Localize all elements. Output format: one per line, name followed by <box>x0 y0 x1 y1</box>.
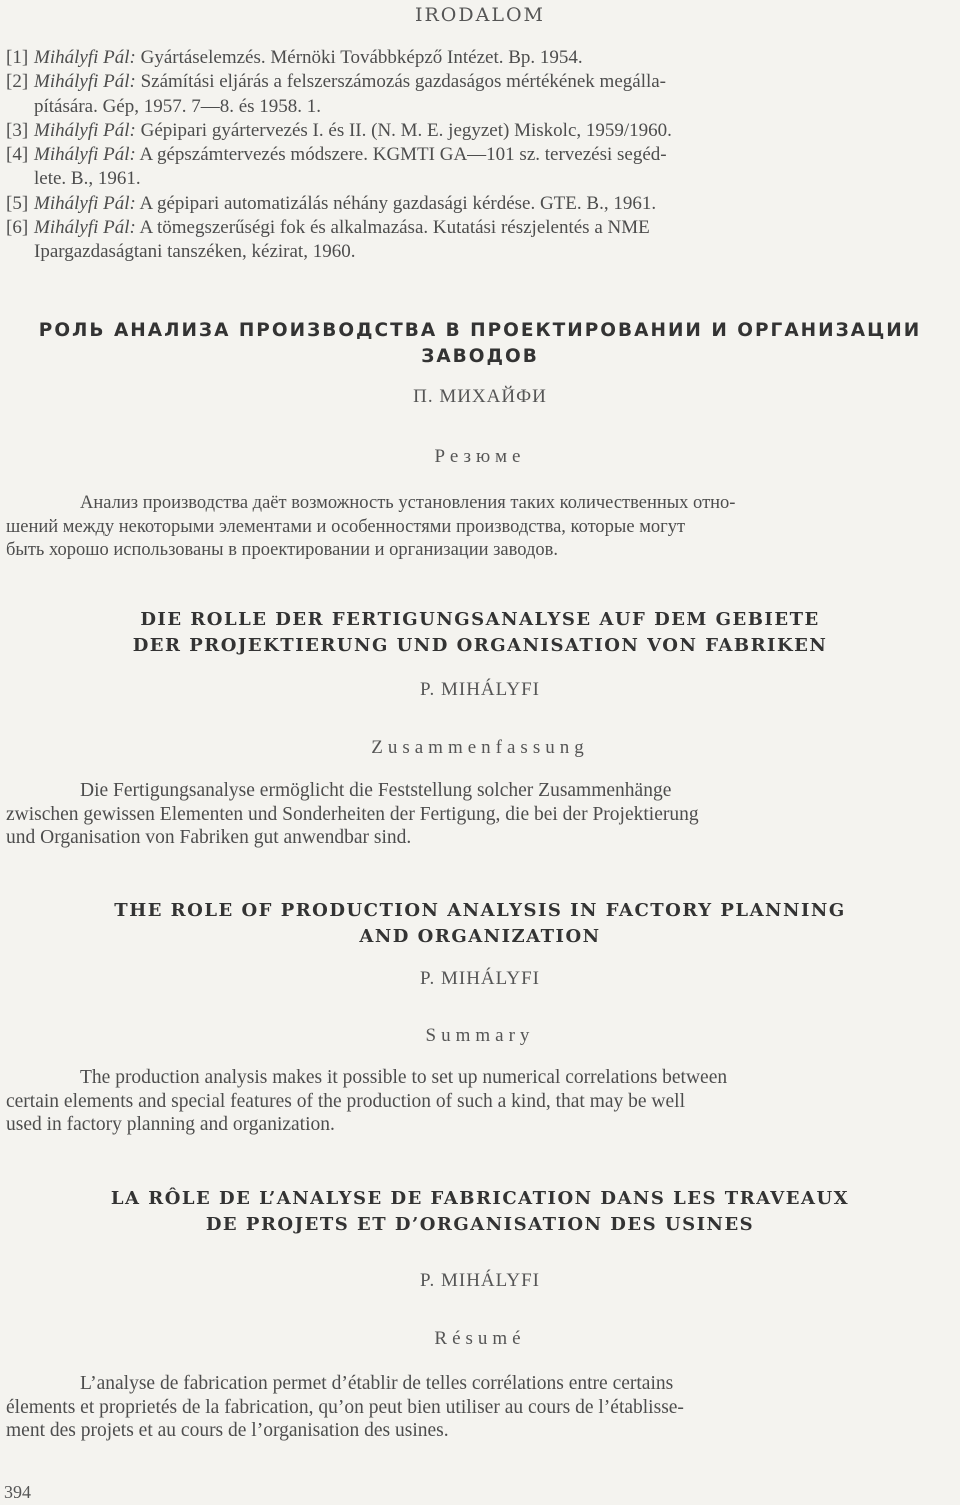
section-title-line: РОЛЬ АНАЛИЗА ПРОИЗВОДСТВА В ПРОЕКТИРОВАНИИ И ОРГАНИЗАЦИИ <box>38 320 922 341</box>
abstract-line: L’analyse de fabrication permet d’établir de telles corrélations entre certains <box>80 1373 674 1394</box>
reference-continuation: Ipargazdaságtani tanszéken, kézirat, 1960. <box>34 241 356 263</box>
abstract-de <box>6 779 956 850</box>
reference-author: Mihályfi Pál: <box>34 119 136 141</box>
reference-text: Gyártáselemzés. Mérnöki Továbbképző Intézet. Bp. 1954. <box>135 47 583 68</box>
reference-number: [2] <box>6 71 29 93</box>
page-heading: IRODALOM <box>415 4 545 26</box>
author-ru: П. МИХАЙФИ <box>413 386 547 407</box>
summary-label-fr: Résumé <box>434 1328 526 1349</box>
reference-text: A gépipari automatizálás néhány gazdasági kérdése. GTE. B., 1961. <box>135 192 657 214</box>
section-title-ru <box>0 318 960 370</box>
abstract-line: ment des projets et au cours de l’organisation des usines. <box>6 1420 449 1441</box>
page-number: 394 <box>4 1482 31 1502</box>
abstract-line: zwischen gewissen Elementen und Sonderheiten der Fertigung, die bei der Projektierung <box>6 803 699 825</box>
section-title-line: LA RÔLE DE L’ANALYSE DE FABRICATION DANS LES TRAVEAUX <box>110 1188 850 1209</box>
abstract-line: Die Fertigungsanalyse ermöglicht die Feststellung solcher Zusammenhänge <box>80 780 672 801</box>
section-title-line: DE PROJETS ET D’ORGANISATION DES USINES <box>205 1214 755 1235</box>
abstract-line: шений между некоторыми элементами и особенностями производства, которые могут <box>6 516 686 537</box>
section-title-en <box>0 898 960 950</box>
section-title-de <box>0 607 960 659</box>
summary-label-de: Zusammenfassung <box>371 737 589 758</box>
reference-text: A tömegszerűségi fok és alkalmazása. Kutatási részjelentés a NME <box>135 217 650 239</box>
reference-number: [4] <box>6 144 29 166</box>
abstract-ru <box>6 492 956 563</box>
section-title-line: ЗАВОДОВ <box>421 346 539 367</box>
reference-list <box>6 46 954 265</box>
section-title-line: DER PROJEKTIERUNG UND ORGANISATION VON FABRIKEN <box>132 635 828 656</box>
reference-continuation: lete. B., 1961. <box>34 168 141 190</box>
reference-author: Mihályfi Pál: <box>34 144 136 166</box>
reference-author: Mihályfi Pál: <box>34 217 136 239</box>
abstract-fr <box>6 1372 956 1443</box>
reference-author: Mihályfi Pál: <box>34 192 136 214</box>
reference-item <box>6 119 954 143</box>
reference-text: Gépipari gyártervezés I. és II. (N. M. E. jegyzet) Miskolc, 1959/1960. <box>135 119 672 141</box>
reference-number: [1] <box>6 47 29 68</box>
reference-item <box>6 216 954 265</box>
summary-label-en: Summary <box>425 1025 535 1046</box>
author-fr: P. MIHÁLYFI <box>420 1270 540 1291</box>
abstract-line: быть хорошо использованы в проектировании и организации заводов. <box>6 540 558 560</box>
reference-text: A gépszámtervezés módszere. KGMTI GA—101 sz. tervezési segéd- <box>135 144 667 166</box>
reference-number: [3] <box>6 119 29 141</box>
reference-number: [5] <box>6 192 29 214</box>
abstract-en <box>6 1066 956 1137</box>
section-title-line: AND ORGANIZATION <box>359 926 601 947</box>
section-title-line: DIE ROLLE DER FERTIGUNGSANALYSE AUF DEM GEBIETE <box>140 609 820 630</box>
reference-number: [6] <box>6 217 29 239</box>
reference-author: Mihályfi Pál: <box>34 71 136 93</box>
reference-item <box>6 46 954 70</box>
reference-item <box>6 192 954 216</box>
abstract-line: The production analysis makes it possible to set up numerical correlations between <box>80 1067 728 1088</box>
abstract-line: used in factory planning and organization. <box>6 1114 335 1135</box>
reference-text: Számítási eljárás a felszerszámozás gazdaságos mértékének megálla- <box>135 71 667 93</box>
reference-item <box>6 143 954 192</box>
abstract-line: certain elements and special features of the production of such a kind, that may be well <box>6 1090 686 1112</box>
author-en: P. MIHÁLYFI <box>420 968 540 989</box>
abstract-line: und Organisation von Fabriken gut anwendbar sind. <box>6 827 412 848</box>
summary-label-ru: Резюме <box>434 446 526 467</box>
reference-item <box>6 70 954 119</box>
author-de: P. MIHÁLYFI <box>420 679 540 700</box>
reference-continuation: pítására. Gép, 1957. 7—8. és 1958. 1. <box>34 95 322 117</box>
abstract-line: élements et proprietés de la fabrication, qu’on peut bien utiliser au cours de l’établisse- <box>6 1396 684 1418</box>
reference-author: Mihályfi Pál: <box>34 47 136 68</box>
section-title-line: THE ROLE OF PRODUCTION ANALYSIS IN FACTORY PLANNING <box>114 900 846 921</box>
abstract-line: Анализ производства даёт возможность установления таких количественных отно- <box>80 493 736 513</box>
section-title-fr <box>0 1186 960 1238</box>
